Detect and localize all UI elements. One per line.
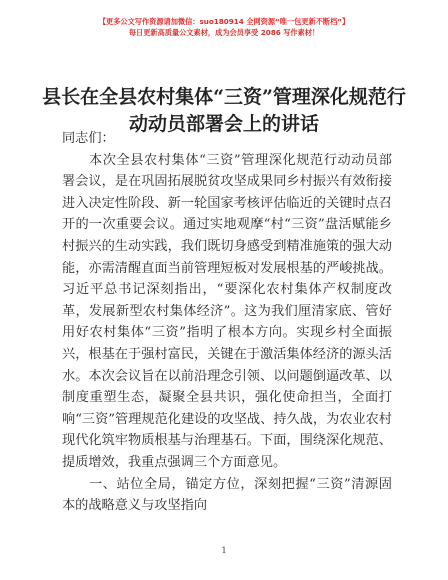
page-number: 1 bbox=[221, 546, 227, 555]
document-body bbox=[62, 128, 392, 517]
section-heading-1: 一、站位全局，锚定方位，深刻把握“三资”清源固本的战略意义与攻坚指向 bbox=[62, 476, 392, 514]
body-paragraph-1: 本次全县农村集体“三资”管理深化规范行动动员部署会议，是在巩固拓展脱贫攻坚成果同乡村振兴有效衔接进入决定性阶段、新一轮国家考核评估临近的关键时点召开的一次重要会议。通过实地观摩“村“三资”盘活赋能乡村振兴的生动实践，我们既切身感受到精准施策的强大动能，亦需清醒直面当前管理短板对发展根基的严峻挑战。习近平总书记深刻指出，“要深化农村集体产权制度改革，发展新型农村集体经济”。这为我们厘清家底、管好用好农村集体“三资”指明了根本方向。实现乡村全面振兴，根基在于强村富民，关键在于激活集体经济的源头活水。本次会议旨在以前沿理念引领、以问题倒逼改革、以制度重塑生态，凝聚全县共识，强化使命担当，全面打响“三资”管理规范化建设的攻坚战、持久战，为农业农村现代化筑牢物质根基与治理基石。下面，围绕深化规范、提质增效，我重点强调三个方面意见。 bbox=[62, 152, 392, 470]
banner-line-2: 每日更新高质量公文素材，成为会员享受 2086 写作素材！ bbox=[128, 28, 320, 37]
header-banner bbox=[0, 17, 448, 38]
title-line-2: 动动员部署会上的讲话 bbox=[128, 113, 319, 135]
title-line-1: 县长在全县农村集体“三资”管理深化规范行 bbox=[42, 86, 406, 108]
banner-line-1: 【更多公文写作资源请加微信：suo180914 全网资源“唯一包更新不断档”】 bbox=[98, 17, 350, 26]
salutation: 同志们： bbox=[62, 131, 115, 146]
